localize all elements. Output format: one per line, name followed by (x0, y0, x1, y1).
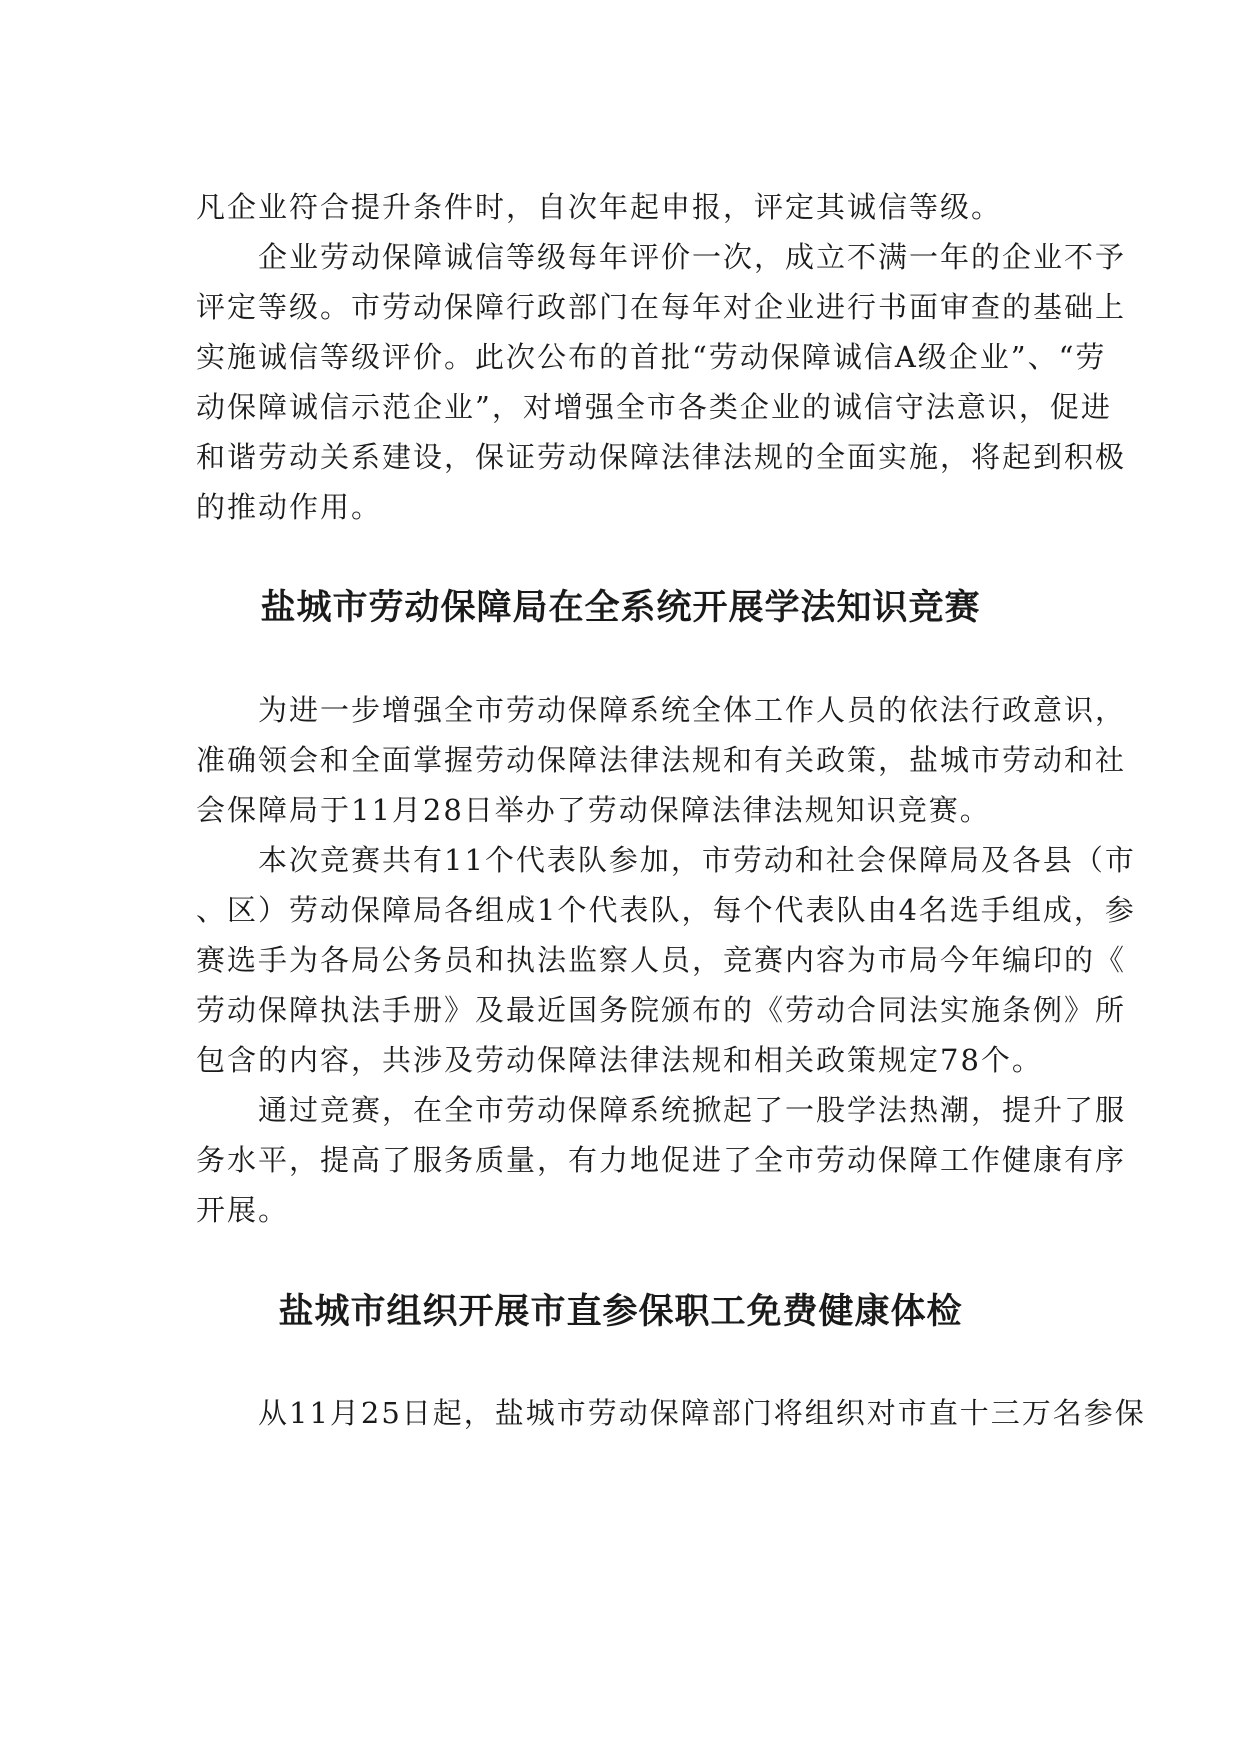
paragraph-line: 的推动作用。 (196, 490, 383, 524)
paragraph-line: 凡企业符合提升条件时，自次年起申报，评定其诚信等级。 (196, 190, 1003, 224)
paragraph-line: 准确领会和全面掌握劳动保障法律法规和有关政策，盐城市劳动和社 (196, 743, 1127, 777)
paragraph-line: 本次竞赛共有11个代表队参加，市劳动和社会保障局及各县（市 (196, 843, 1136, 877)
paragraph-line: 劳动保障执法手册》及最近国务院颁布的《劳动合同法实施条例》所 (196, 993, 1127, 1027)
paragraph-line: 企业劳动保障诚信等级每年评价一次，成立不满一年的企业不予 (196, 240, 1127, 274)
paragraph-line: 开展。 (196, 1193, 290, 1227)
article-title: 盐城市劳动保障局在全系统开展学法知识竞赛 (260, 588, 981, 628)
article-title: 盐城市组织开展市直参保职工免费健康体检 (278, 1292, 963, 1332)
paragraph-line: 、区）劳动保障局各组成1个代表队，每个代表队由4名选手组成，参 (196, 893, 1136, 927)
paragraph-line: 评定等级。市劳动保障行政部门在每年对企业进行书面审查的基础上 (196, 290, 1127, 324)
paragraph-line: 和谐劳动关系建设，保证劳动保障法律法规的全面实施，将起到积极 (196, 440, 1127, 474)
paragraph-line: 务水平，提高了服务质量，有力地促进了全市劳动保障工作健康有序 (196, 1143, 1127, 1177)
paragraph-line: 为进一步增强全市劳动保障系统全体工作人员的依法行政意识， (196, 693, 1127, 727)
paragraph-line: 实施诚信等级评价。此次公布的首批“劳动保障诚信A级企业”、“劳 (196, 340, 1107, 374)
paragraph-line: 赛选手为各局公务员和执法监察人员，竞赛内容为市局今年编印的《 (196, 943, 1127, 977)
paragraph-line: 从11月25日起，盐城市劳动保障部门将组织对市直十三万名参保 (196, 1396, 1146, 1430)
paragraph-line: 包含的内容，共涉及劳动保障法律法规和相关政策规定78个。 (196, 1043, 1043, 1077)
paragraph-line: 通过竞赛，在全市劳动保障系统掀起了一股学法热潮，提升了服 (196, 1093, 1127, 1127)
paragraph-line: 会保障局于11月28日举办了劳动保障法律法规知识竞赛。 (196, 793, 991, 827)
paragraph-line: 动保障诚信示范企业”，对增强全市各类企业的诚信守法意识，促进 (196, 390, 1112, 424)
